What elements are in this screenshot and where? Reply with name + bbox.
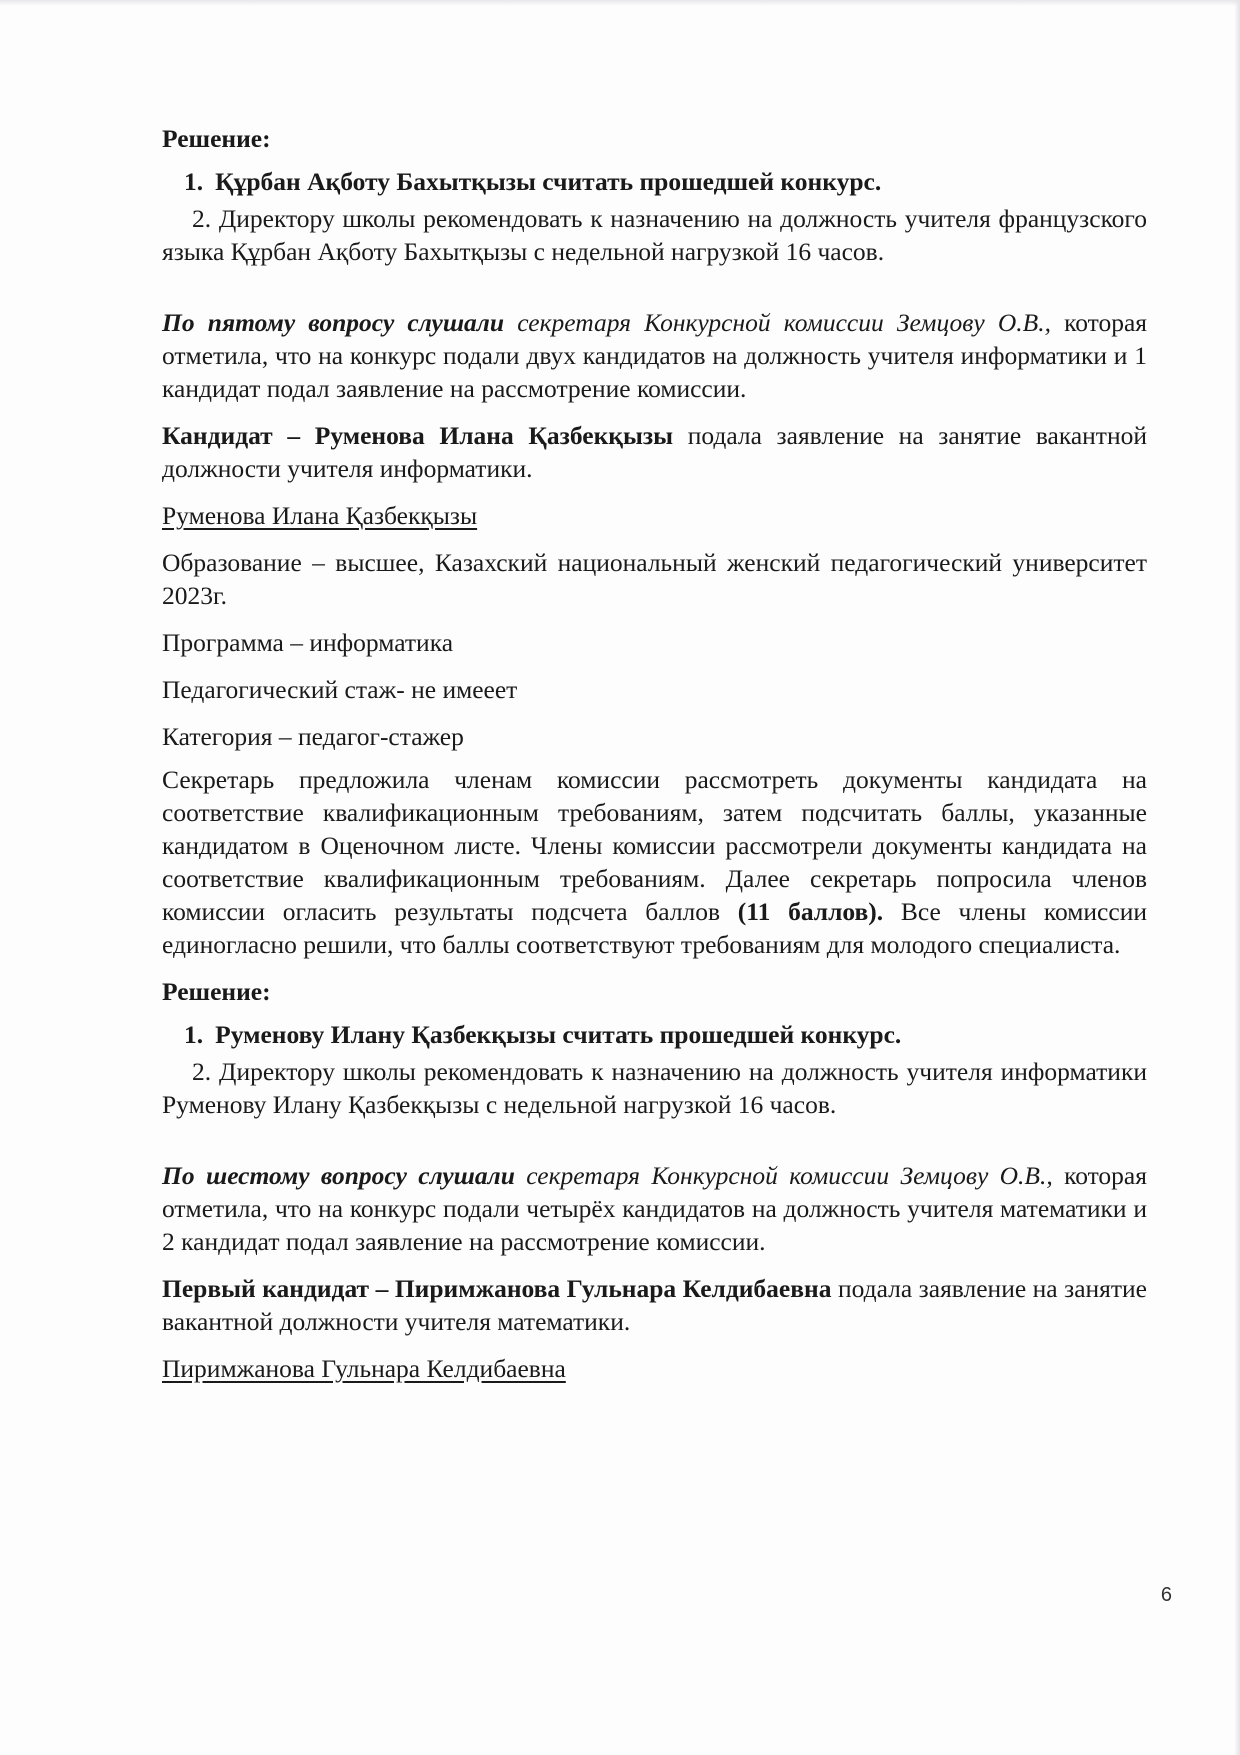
question-5-paragraph — [162, 306, 1147, 405]
candidate-1-education: Образование – высшее, Казахский национальный женский педагогический университет 2023г. — [162, 548, 1147, 610]
decision-heading: Решение: — [162, 124, 271, 153]
candidate-1-name: Руменова Илана Қазбекқызы — [162, 501, 478, 530]
candidate-1-label: Кандидат – Руменова Илана Қазбекқызы — [162, 421, 674, 450]
candidate-1-review — [162, 763, 1147, 961]
candidate-1-review-conclusion: Все члены комиссии единогласно решили, что баллы соответствуют требованиям для молодого специалиста. — [162, 897, 1147, 959]
question-6-paragraph — [162, 1159, 1147, 1258]
decision-item-text: Руменову Илану Қазбекқызы считать прошедшей конкурс. — [215, 1020, 902, 1049]
candidate-1-intro — [162, 419, 1147, 485]
document-body — [162, 122, 1147, 1385]
candidate-2-intro-text: подала заявление на занятие вакантной должности учителя математики. — [162, 1274, 1147, 1336]
question-6-text: которая отметила, что на конкурс подали четырёх кандидатов на должность учителя математики и 2 кандидат подал заявление на рассмотрение комиссии. — [162, 1161, 1147, 1256]
candidate-2-intro — [162, 1272, 1147, 1338]
decision-item-text: Құрбан Ақботу Бахытқызы считать прошедшей конкурс. — [215, 167, 882, 196]
question-6-lead: По шестому вопросу слушали — [162, 1161, 515, 1190]
decision-heading: Решение: — [162, 977, 271, 1006]
decision-item-1 — [162, 1018, 1147, 1051]
decision-item-1 — [162, 165, 1147, 198]
question-5-text: которая отметила, что на конкурс подали двух кандидатов на должность учителя информатики и 1 кандидат подал заявление на рассмотрение комиссии. — [162, 308, 1147, 403]
candidate-2-name: Пиримжанова Гульнара Келдибаевна — [162, 1354, 566, 1383]
decision-item-number: 1. — [184, 167, 204, 196]
scan-edge-top — [0, 0, 1240, 6]
candidate-1-score: (11 баллов). — [737, 897, 884, 926]
candidate-1-review-text: Секретарь предложила членам комиссии рассмотреть документы кандидата на соответствие квалификационным требованиям, затем подсчитать баллы, указанные кандидатом в Оценочном листе. Члены комиссии рассмотрели документы кандидата на соответствие квалификационным требованиям. Далее секретарь попросила членов комиссии огласить результаты подсчета баллов — [162, 765, 1147, 926]
candidate-1-program: Программа – информатика — [162, 628, 454, 657]
decision-item-number: 1. — [184, 1020, 204, 1049]
question-5-lead: По пятому вопросу слушали — [162, 308, 505, 337]
candidate-2-label: Первый кандидат – Пиримжанова Гульнара Келдибаевна — [162, 1274, 832, 1303]
scan-edge-right — [1234, 0, 1240, 1755]
page-number: 6 — [1160, 1584, 1172, 1606]
decision-item-2: 2. Директору школы рекомендовать к назначению на должность учителя информатики Руменову Илану Қазбекқызы с недельной нагрузкой 16 часов. — [162, 1057, 1147, 1119]
decision-item-2: 2. Директору школы рекомендовать к назначению на должность учителя французского языка Құрбан Ақботу Бахытқызы с недельной нагрузкой 16 часов. — [162, 204, 1147, 266]
candidate-1-experience: Педагогический стаж- не имееет — [162, 675, 518, 704]
candidate-1-intro-text: подала заявление на занятие вакантной должности учителя информатики. — [162, 421, 1147, 483]
question-5-secretary: секретаря Конкурсной комиссии Земцову О.В., — [504, 308, 1051, 337]
candidate-1-category: Категория – педагог-стажер — [162, 722, 464, 751]
question-6-secretary: секретаря Конкурсной комиссии Земцову О.В., — [514, 1161, 1053, 1190]
